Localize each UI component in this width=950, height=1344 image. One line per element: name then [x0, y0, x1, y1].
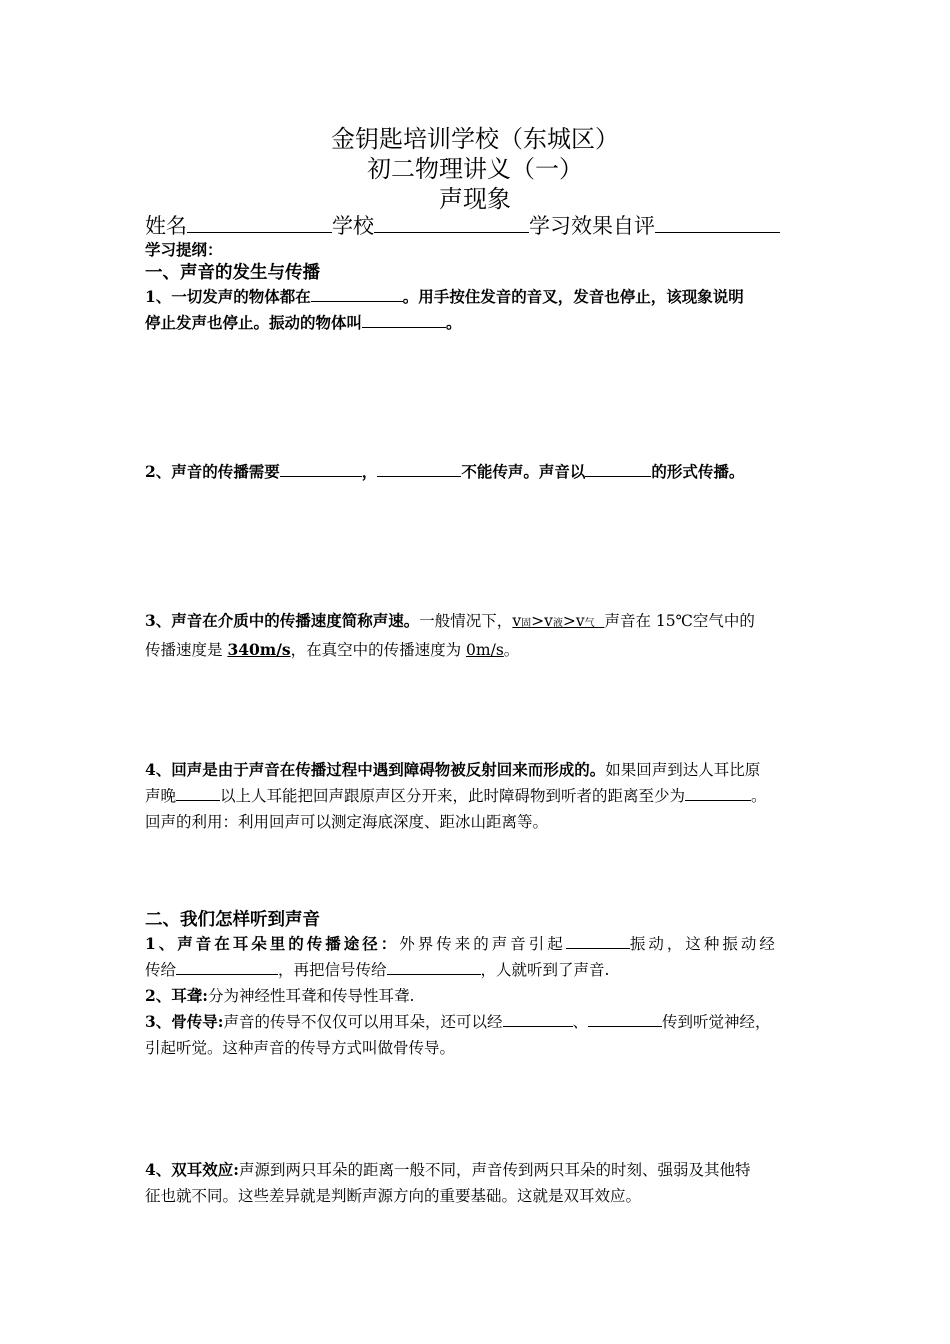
text: 声晚 [145, 787, 177, 805]
text: 固 [521, 618, 532, 629]
text: 一般情况下， [419, 612, 513, 630]
text: ，在真空中的传播速度为 [290, 641, 467, 659]
answer-blank[interactable] [176, 960, 278, 975]
answer-blank[interactable] [503, 1012, 573, 1027]
text: 如果回声到达人耳比原 [605, 761, 761, 779]
text: >v [562, 612, 585, 630]
speed-relation [512, 612, 604, 630]
outline-label: 学习提纲： [145, 240, 223, 259]
text: 引起听觉。这种声音的传导方式叫做骨传导。 [145, 1039, 456, 1057]
text: 。用手按住发音的音叉，发音也停止，该现象说明 [402, 287, 744, 306]
school-title: 金钥匙培训学校（东城区） [331, 125, 619, 153]
text: ，再把信号传给 [278, 961, 387, 979]
text: 液 [552, 618, 563, 629]
text: 。 [503, 641, 520, 659]
text: 回声的利用：利用回声可以测定海底深度、距冰山距离等。 [145, 813, 549, 831]
topic-title: 声现象 [439, 185, 511, 213]
eval-field[interactable] [655, 212, 780, 233]
text: 气 [584, 618, 595, 629]
vacuum-speed-value: 0m/s [466, 641, 504, 659]
s1-paragraph-1 [145, 284, 810, 336]
text: 、 [572, 1013, 589, 1031]
s2-paragraph-1 [145, 931, 810, 983]
text: 3、骨传导: [145, 1012, 224, 1031]
s1-paragraph-2 [145, 459, 810, 485]
school-label: 学校 [332, 214, 374, 238]
school-field[interactable] [374, 212, 529, 233]
s2-paragraph-4 [145, 1157, 810, 1209]
answer-blank[interactable] [685, 786, 751, 801]
text: 征也就不同。这些差异就是判断声源方向的重要基础。这就是双耳效应。 [145, 1187, 642, 1205]
answer-blank[interactable] [566, 934, 630, 949]
text: 。 [446, 313, 462, 332]
answer-blank[interactable] [311, 287, 403, 302]
answer-blank[interactable] [377, 462, 461, 477]
text: 停止发声也停止。振动的物体叫 [145, 313, 363, 332]
name-field[interactable] [187, 212, 332, 233]
text: 1、一切发声的物体都在 [145, 287, 311, 306]
course-title: 初二物理讲义（一） [367, 155, 583, 183]
text: 分为神经性耳聋和传导性耳聋. [208, 987, 415, 1005]
text: 2、耳聋: [145, 986, 209, 1005]
speed-value: 340m/s [227, 640, 291, 659]
text: 外界传来的声音引起 [399, 935, 566, 953]
answer-blank[interactable] [280, 462, 362, 477]
answer-blank[interactable] [585, 462, 651, 477]
text: ， [361, 462, 378, 481]
student-info-line [145, 212, 780, 240]
s2-paragraph-2 [145, 983, 810, 1009]
s1-paragraph-3 [145, 608, 810, 663]
answer-blank[interactable] [588, 1012, 662, 1027]
text: ，人就听到了声音. [480, 961, 610, 979]
text: 振动，这种振动经 [629, 935, 778, 953]
text: 不能传声。声音以 [461, 462, 586, 481]
text: 以上人耳能把回声跟原声区分开来，此时障碍物到听者的距离至少为 [220, 787, 686, 805]
section2-heading: 二、我们怎样听到声音 [145, 910, 320, 930]
text: 传给 [145, 961, 177, 979]
section1-heading: 一、声音的发生与传播 [145, 263, 320, 283]
text: 的形式传播。 [651, 462, 745, 481]
text: 传播速度是 [145, 641, 228, 659]
first-line [145, 935, 566, 953]
text: 4、双耳效应: [145, 1160, 240, 1179]
text: >v [531, 612, 553, 630]
text: v [512, 612, 522, 630]
answer-blank[interactable] [362, 313, 446, 328]
text: 4、回声是由于声音在传播过程中遇到障碍物被反射回来而形成的。 [145, 760, 606, 779]
s2-paragraph-3 [145, 1009, 810, 1061]
document-title [0, 124, 950, 214]
text: 3、声音在介质中的传播速度简称声速。 [145, 611, 420, 630]
eval-label: 学习效果自评 [529, 214, 655, 238]
text: 声音的传导不仅仅可以用耳朵，还可以经 [223, 1013, 503, 1031]
answer-blank[interactable] [176, 786, 220, 801]
text: 声音在 15℃空气中的 [604, 612, 755, 630]
s1-paragraph-4 [145, 757, 810, 835]
answer-blank[interactable] [387, 960, 481, 975]
text: 2、声音的传播需要 [145, 462, 280, 481]
text: 。 [751, 787, 767, 805]
text: 声源到两只耳朵的距离一般不同，声音传到两只耳朵的时刻、强弱及其他特 [239, 1161, 751, 1179]
text: 传到听觉神经， [662, 1013, 771, 1031]
text: 1、声音在耳朵里的传播途径： [145, 934, 400, 953]
name-label: 姓名 [145, 214, 187, 238]
